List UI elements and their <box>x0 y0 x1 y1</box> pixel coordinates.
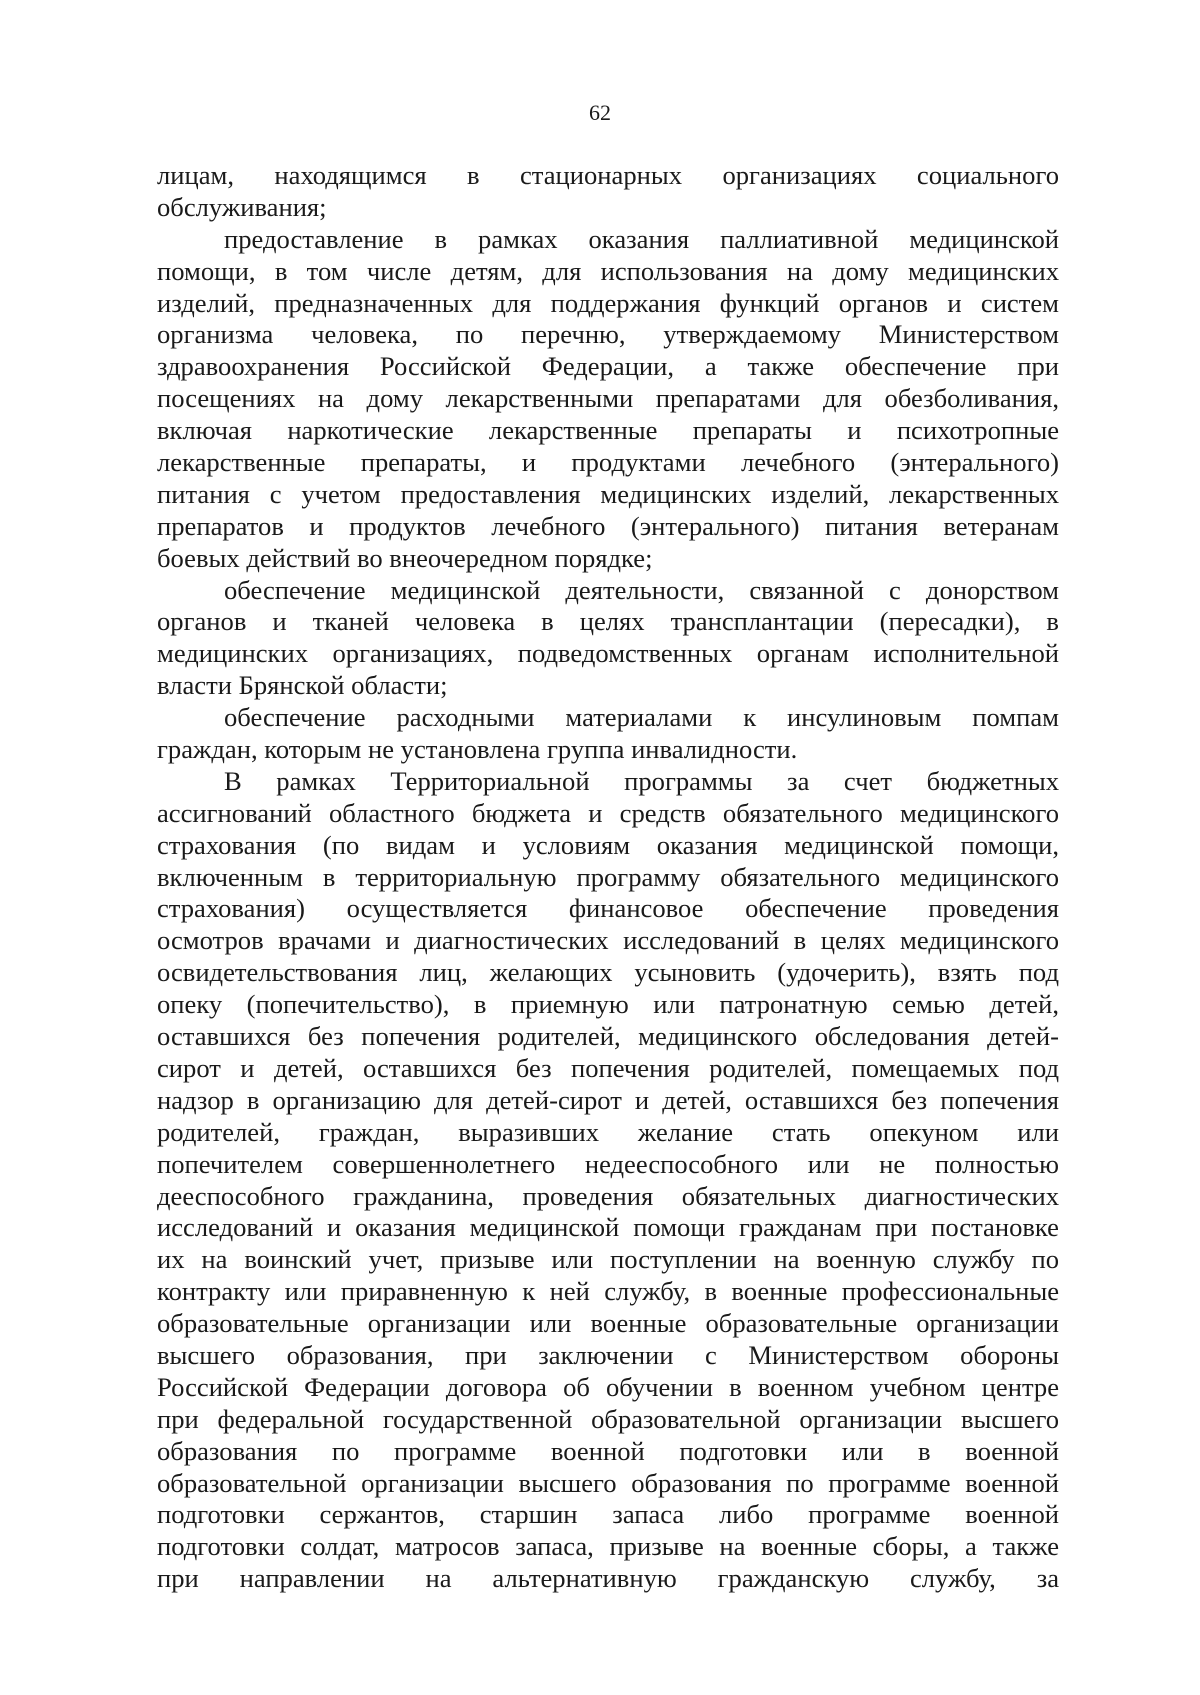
text-line: включая наркотические лекарственные препараты и психотропные <box>157 415 1059 446</box>
text-line: питания с учетом предоставления медицинских изделий, лекарственных <box>157 478 1059 509</box>
text-line: их на воинский учет, призыве или поступлении на военную службу по <box>157 1244 1059 1275</box>
text-line: посещениях на дому лекарственными препаратами для обезболивания, <box>157 383 1059 414</box>
text-line: надзор в организацию для детей-сирот и детей, оставшихся без попечения <box>157 1084 1059 1115</box>
text-line: опеку (попечительство), в приемную или патронатную семью детей, <box>157 989 1059 1020</box>
text-line: медицинских организациях, подведомственных органам исполнительной <box>157 638 1059 669</box>
text-line: власти Брянской области; <box>157 670 448 701</box>
text-line: граждан, которым не установлена группа инвалидности. <box>157 734 798 765</box>
text-line: лицам, находящимся в стационарных организациях социального <box>157 160 1059 190</box>
text-line: при федеральной государственной образовательной организации высшего <box>157 1403 1059 1434</box>
text-line: при направлении на альтернативную гражданскую службу, за <box>157 1563 1059 1594</box>
text-line: родителей, граждан, выразивших желание стать опекуном или <box>157 1116 1059 1147</box>
text-line: образования по программе военной подготовки или в военной <box>157 1435 1059 1466</box>
text-line: предоставление в рамках оказания паллиативной медицинской <box>224 223 1059 254</box>
text-line: лекарственные препараты, и продуктами лечебного (энтерального) <box>157 447 1059 478</box>
text-line: контракту или приравненную к ней службу, в военные профессиональные <box>157 1276 1059 1307</box>
text-line: освидетельствования лиц, желающих усыновить (удочерить), взять под <box>157 957 1059 988</box>
text-line: страхования (по видам и условиям оказания медицинской помощи, <box>157 829 1059 860</box>
text-line: образовательной организации высшего образования по программе военной <box>157 1467 1059 1498</box>
text-line: исследований и оказания медицинской помощи гражданам при постановке <box>157 1212 1059 1243</box>
text-line: подготовки сержантов, старшин запаса либо программе военной <box>157 1499 1059 1530</box>
text-line: страхования) осуществляется финансовое обеспечение проведения <box>157 893 1059 924</box>
text-line: образовательные организации или военные образовательные организации <box>157 1308 1059 1339</box>
text-line: сирот и детей, оставшихся без попечения родителей, помещаемых под <box>157 1052 1059 1083</box>
text-line: высшего образования, при заключении с Министерством обороны <box>157 1339 1059 1370</box>
text-line: Российской Федерации договора об обучении в военном учебном центре <box>157 1371 1059 1402</box>
text-line: дееспособного гражданина, проведения обязательных диагностических <box>157 1180 1059 1211</box>
text-line: боевых действий во внеочередном порядке; <box>157 542 653 573</box>
text-line: подготовки солдат, матросов запаса, призыве на военные сборы, а также <box>157 1531 1059 1562</box>
text-line: включенным в территориальную программу обязательного медицинского <box>157 861 1059 892</box>
text-line: осмотров врачами и диагностических исследований в целях медицинского <box>157 925 1059 956</box>
text-line: обеспечение медицинской деятельности, связанной с донорством <box>224 574 1059 605</box>
text-line: обеспечение расходными материалами к инсулиновым помпам <box>224 702 1059 733</box>
text-line: В рамках Территориальной программы за счет бюджетных <box>224 765 1059 796</box>
page-number: 62 <box>589 100 611 125</box>
text-line: изделий, предназначенных для поддержания функций органов и систем <box>157 287 1059 318</box>
text-line: попечителем совершеннолетнего недееспособного или не полностью <box>157 1148 1059 1179</box>
text-line: обслуживания; <box>157 191 327 222</box>
text-line: здравоохранения Российской Федерации, а также обеспечение при <box>157 351 1059 382</box>
text-line: органов и тканей человека в целях трансплантации (пересадки), в <box>157 606 1059 637</box>
text-line: помощи, в том числе детям, для использования на дому медицинских <box>157 255 1059 286</box>
text-line: ассигнований областного бюджета и средств обязательного медицинского <box>157 797 1059 828</box>
document-body <box>157 160 1059 1595</box>
text-line: организма человека, по перечню, утверждаемому Министерством <box>157 319 1059 350</box>
text-line: препаратов и продуктов лечебного (энтерального) питания ветеранам <box>157 510 1059 541</box>
text-line: оставшихся без попечения родителей, медицинского обследования детей- <box>157 1021 1059 1052</box>
